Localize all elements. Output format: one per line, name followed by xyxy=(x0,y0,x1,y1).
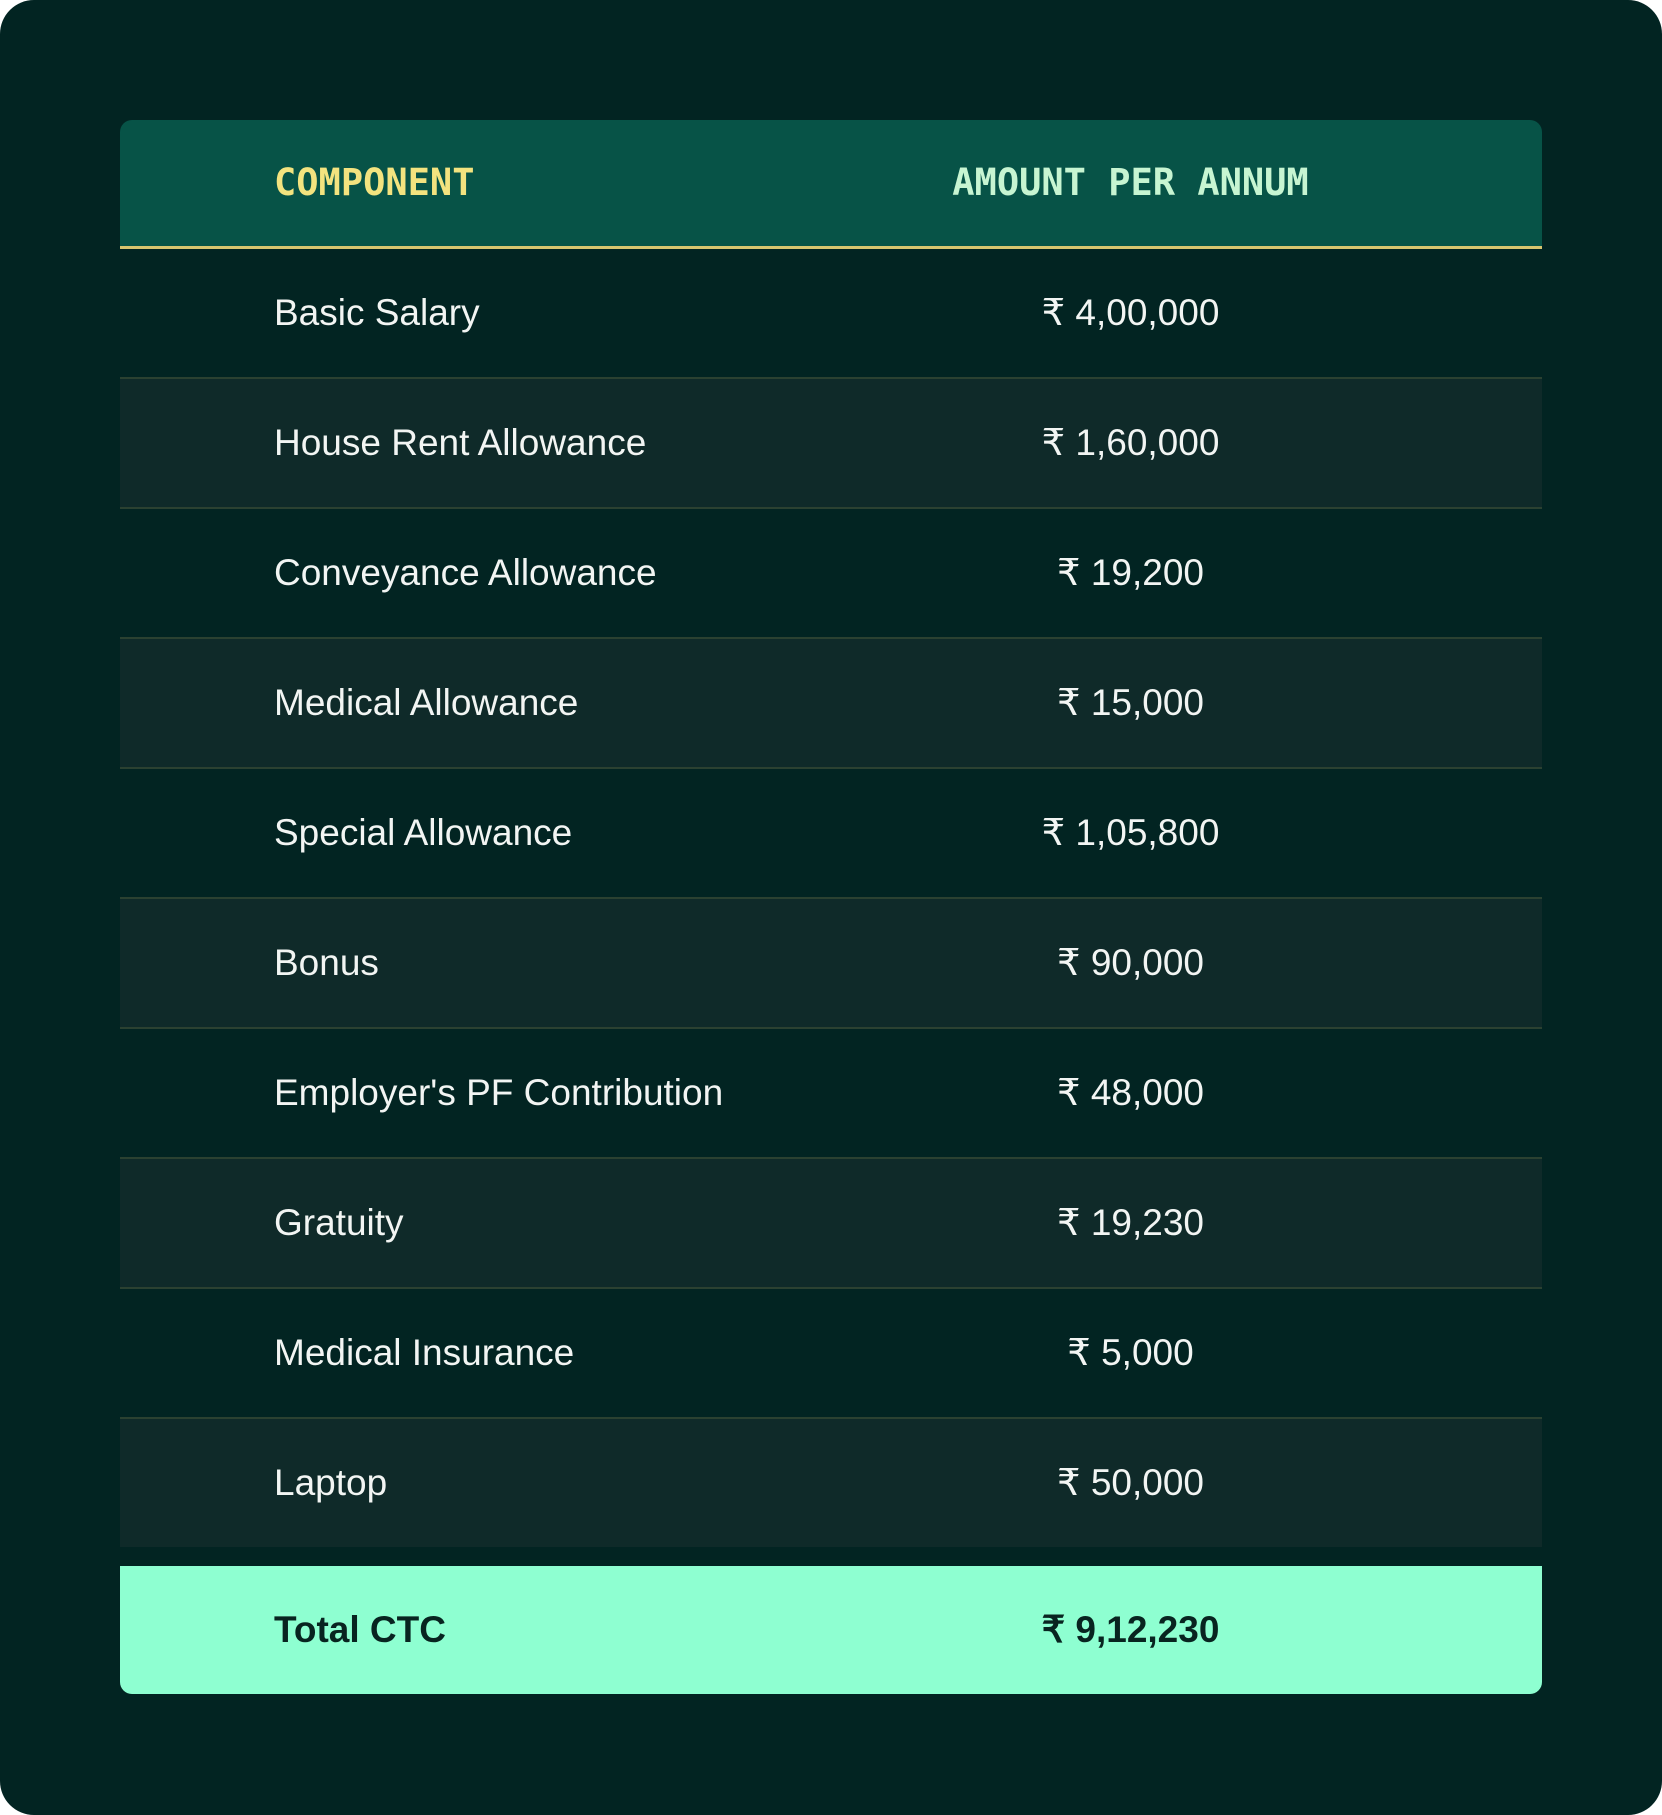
component-cell: Special Allowance xyxy=(274,812,573,853)
ctc-table xyxy=(120,120,1542,1547)
amount-cell: ₹ 90,000 xyxy=(1057,942,1204,983)
amount-cell: ₹ 48,000 xyxy=(1057,1072,1204,1113)
amount-cell: ₹ 15,000 xyxy=(1057,682,1204,723)
component-cell: Bonus xyxy=(274,942,379,983)
component-cell: Medical Insurance xyxy=(274,1332,575,1373)
amount-cell: ₹ 19,200 xyxy=(1057,552,1204,593)
table-row xyxy=(120,509,1542,639)
total-ctc-row xyxy=(120,1566,1542,1694)
table-row xyxy=(120,639,1542,769)
amount-cell: ₹ 50,000 xyxy=(1057,1462,1204,1503)
total-amount: ₹ 9,12,230 xyxy=(1041,1609,1220,1650)
column-header-component: COMPONENT xyxy=(274,161,475,204)
total-label: Total CTC xyxy=(274,1609,446,1650)
component-cell: Laptop xyxy=(274,1462,388,1503)
amount-cell: ₹ 1,60,000 xyxy=(1041,422,1220,463)
component-cell: Basic Salary xyxy=(274,292,480,333)
table-row xyxy=(120,1419,1542,1547)
component-cell: Employer's PF Contribution xyxy=(274,1072,724,1113)
component-cell: House Rent Allowance xyxy=(274,422,647,463)
amount-cell: ₹ 5,000 xyxy=(1067,1332,1194,1373)
component-cell: Gratuity xyxy=(274,1202,404,1243)
table-row xyxy=(120,1289,1542,1419)
component-cell: Medical Allowance xyxy=(274,682,579,723)
table-row xyxy=(120,1159,1542,1289)
amount-cell: ₹ 4,00,000 xyxy=(1041,292,1220,333)
table-row xyxy=(120,249,1542,379)
column-header-amount: AMOUNT PER ANNUM xyxy=(952,161,1309,204)
table-row xyxy=(120,899,1542,1029)
component-cell: Conveyance Allowance xyxy=(274,552,657,593)
table-row xyxy=(120,379,1542,509)
table-header xyxy=(120,120,1542,249)
amount-cell: ₹ 19,230 xyxy=(1057,1202,1204,1243)
amount-cell: ₹ 1,05,800 xyxy=(1041,812,1220,853)
table-row xyxy=(120,769,1542,899)
table-row xyxy=(120,1029,1542,1159)
